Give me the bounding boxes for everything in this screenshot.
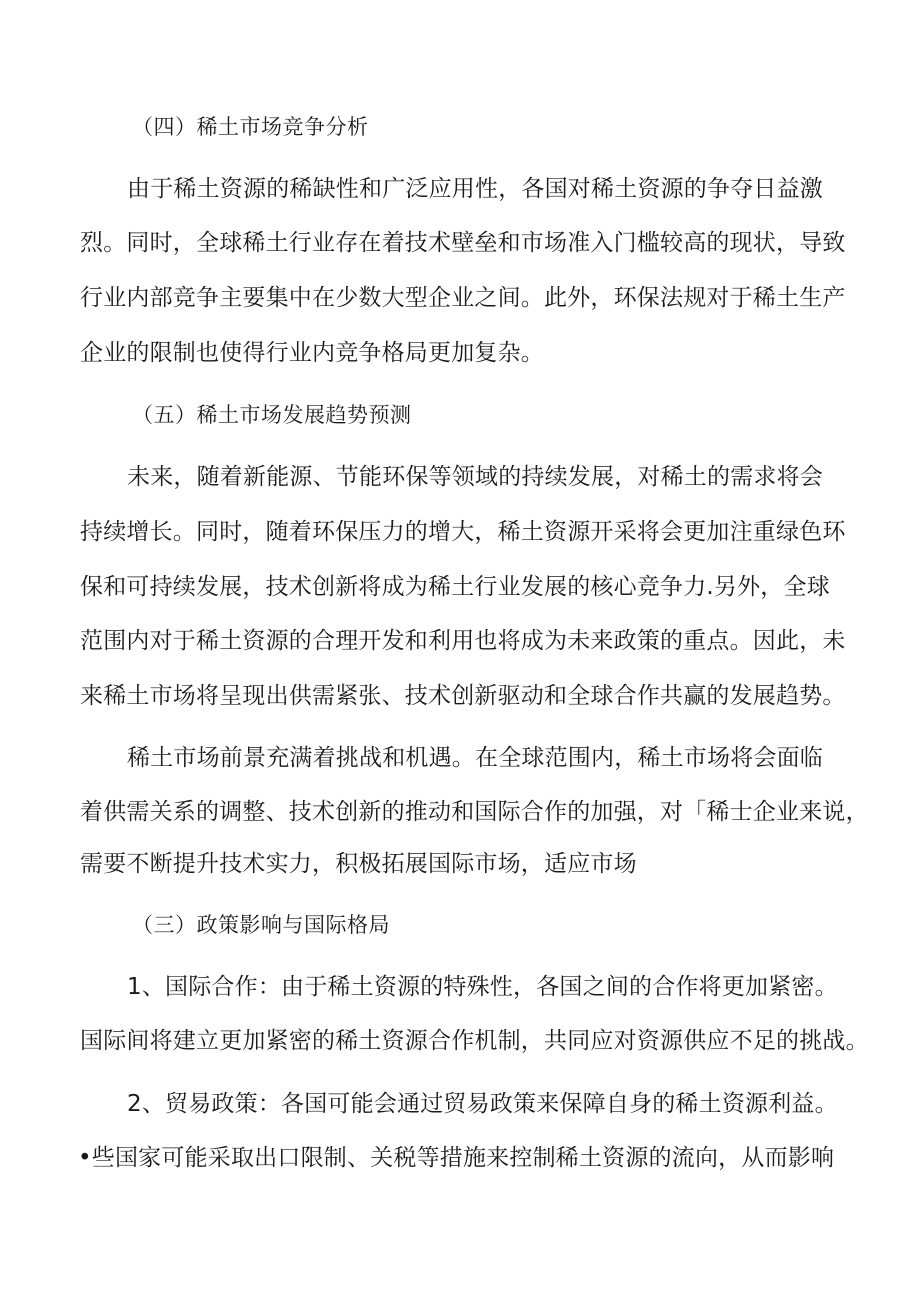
paragraph-line: 企业的限制也使得行业内竞争格局更加复杂。 [80, 340, 544, 366]
paragraph-line: 稀土市场前景充满着挑战和机遇。在全球范围内，稀土市场将会面临 [127, 745, 823, 771]
section-heading-5: （五）稀土市场发展趋势预测 [132, 403, 412, 427]
paragraph-line: 由于稀土资源的稀缺性和广泛应用性，各国对稀土资源的争夺日益激 [127, 176, 823, 202]
paragraph-line: 着供需关系的调整、技术创新的推动和国际合作的加强，对「稀士企业来说， [80, 799, 869, 825]
paragraph-line: 持续增长。同时，随着环保压力的增大，稀土资源开采将会更加注重绿色环 [80, 519, 846, 545]
paragraph-line: 烈。同时，全球稀土行业存在着技术壁垒和市场准入门槛较高的现状，导致 [80, 230, 846, 256]
section-heading-3: （三）政策影响与国际格局 [132, 913, 390, 937]
paragraph-line: 未来，随着新能源、节能环保等领域的持续发展，对稀土的需求将会 [127, 464, 823, 490]
section-heading-4: （四）稀土市场竞争分析 [132, 115, 369, 139]
paragraph-line: 来稀土市场将呈现出供需紧张、技术创新驱动和全球合作共赢的发展趋势。 [80, 683, 846, 709]
list-item-2-line: 2、贸易政策：各国可能会通过贸易政策来保障自身的稀土资源利益。 [127, 1091, 838, 1117]
list-item-1-line: 1、国际合作：由于稀土资源的特殊性，各国之间的合作将更加紧密。 [127, 974, 838, 1000]
paragraph-line: 需要不断提升技术实力，积极拓展国际市场，适应市场 [80, 851, 637, 877]
paragraph-line: 保和可持续发展，技术创新将成为稀土行业发展的核心竞争力.另外，全球 [80, 574, 830, 600]
paragraph-line: 行业内部竞争主要集中在少数大型企业之间。此外，环保法规对于稀土生产 [80, 285, 846, 311]
list-item-1-line: 国际间将建立更加紧密的稀土资源合作机制，共同应对资源供应不足的挑战。 [80, 1028, 869, 1054]
list-item-2-line: •些国家可能采取出口限制、关税等措施来控制稀土资源的流向，从而影响 [78, 1145, 835, 1171]
paragraph-line: 范围内对于稀土资源的合理开发和利用也将成为未来政策的重点。因此，未 [80, 628, 846, 654]
